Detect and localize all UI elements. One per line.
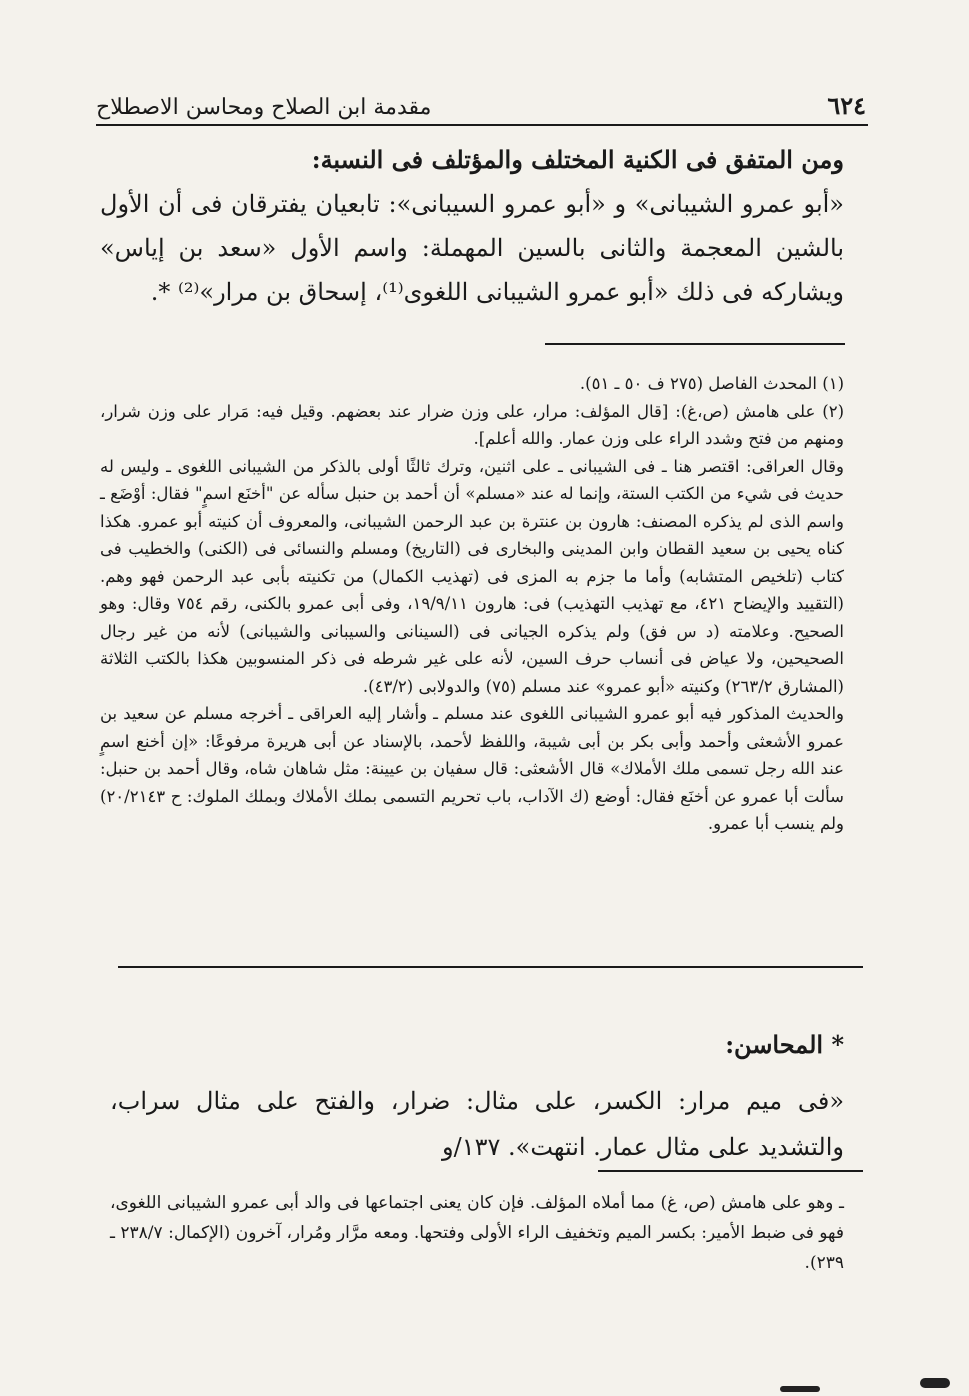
scan-mark (780, 1386, 820, 1392)
margin-note-text: ـ وهو على هامش (ص، غ) مما أملاه المؤلف. فإن كان يعنى اجتماعها فى والد أبى عمرو الشيبانى اللغوى، فهو فى ضبط الأمير: بكسر الميم وتخفيف الراء الأولى وفتحها. ومعه مرَّار ومُرار، آخرون (الإكمال: ٢٣٨/٧ ـ ٢٣٩). (110, 1193, 844, 1273)
footnote-2-iraqi: وقال العراقى: اقتصر هنا ـ فى الشيبانى ـ على اثنين، وترك ثالثًا أولى بالذكر من الشيبانى اللغوى ـ وليس له حديث فى شيء من الكتب الستة، وإنما له عند «مسلم» أن أحمد بن حنبل سأله عن "أخنَع اسمٍ" فقال: أوْضَع ـ واسم الذى لم يذكره المصنف: هارون بن عنترة بن عبد الرحمن الشيبانى، والمعروف أن كنيته أبو عمرو. هكذا كناه يحيى بن سعيد القطان وابن المدينى والبخارى فى (التاريخ) ومسلم والنسائى فى (الكنى) والخطيب فى كتاب (تلخيص المتشابه) وأما ما جزم به المزى فى (تهذيب الكمال) من تكنيته بأبى عبد الرحمن فهو وهم. (التقييد والإيضاح ٤٢١، مع تهذيب التهذيب) فى: هارون ١٩/٩/١١، وفى أبى عمرو بالكنى، رقم ٧٥٤ وقال: وهو الصحيح. وعلامته (د س فق) ولم يذكره الجيانى فى (السينانى والسيبانى والشيبانى) لأنه من غير رجال الصحيحين، ولا عياض فى أنساب حرف السين، لأنه على غير شرطه فى ذكر المنسوبين هكذا بالكتب الثلاثة (المشارق ٢٦٣/٢) وكنيته «أبو عمرو» عند مسلم (٧٥) والدولابى (٤٣/٢). (100, 456, 844, 696)
mahasin-heading: * المحاسن: (725, 1030, 844, 1059)
main-text (100, 138, 844, 314)
header-rule (96, 124, 868, 126)
scan-mark (920, 1378, 950, 1388)
mahasin-paragraph: «فى ميم مرار: الكسر، على مثال: ضرار، والفتح على مثال سراب، والتشديد على مثال عمار. انتهت». ١٣٧/و (110, 1087, 844, 1161)
page-number: ٦٢٤ (827, 91, 866, 120)
bottom-footnote-separator (598, 1170, 863, 1172)
footnote-1: (١) المحدث الفاصل (٢٧٥ ف ٥٠ ـ ٥١). (579, 374, 844, 393)
margin-note (110, 1188, 844, 1278)
footnote-separator (545, 343, 845, 345)
page-header (96, 70, 866, 120)
main-paragraph: «أبو عمرو الشيبانى» و «أبو عمرو السيبانى»: تابعيان يفترقان فى أن الأول بالشين المعجمة والثانى بالسين المهملة: واسم الأول «سعد بن إياس» ويشاركه فى ذلك «أبو عمرو الشيبانى اللغوى⁽¹⁾، إسحاق بن مرار»⁽²⁾ *. (100, 190, 844, 306)
footnotes (100, 370, 844, 838)
running-title: مقدمة ابن الصلاح ومحاسن الاصطلاح (96, 95, 432, 120)
footnote-2: (٢) على هامش (ص،غ): [قال المؤلف: مرار، على وزن ضرار عند بعضهم. وقيل فيه: مَرار على وزن شرار، ومنهم من فتح وشدد الراء على وزن عمار. والله أعلم]. (100, 401, 844, 448)
footnote-2-hadith: والحديث المذكور فيه أبو عمرو الشيبانى اللغوى عند مسلم ـ وأشار إليه العراقى ـ أخرجه مسلم عن سعيد بن عمرو الأشعثى وأحمد وأبى بكر بن أبى شيبة، واللفظ لأحمد، بالإسناد عن أبى هريرة مرفوعًا: «إن أخنع اسمٍ عند الله رجل تسمى ملك الأملاك» قال الأشعثى: قال سفيان بن عيينة: مثل شاهان شاه، وقال أحمد بن حنبل: سألت أبا عمرو عن أخنَع فقال: أوضع (ك الآداب، باب تحريم التسمى بملك الأملاك وبملك الملوك: ح ٢٠/٢١٤٣) ولم ينسب أبا عمرو. (100, 704, 844, 833)
mahasin-text (110, 1078, 844, 1170)
section-intro: ومن المتفق فى الكنية المختلف والمؤتلف فى النسبة: (311, 145, 844, 174)
section-rule (118, 966, 863, 968)
